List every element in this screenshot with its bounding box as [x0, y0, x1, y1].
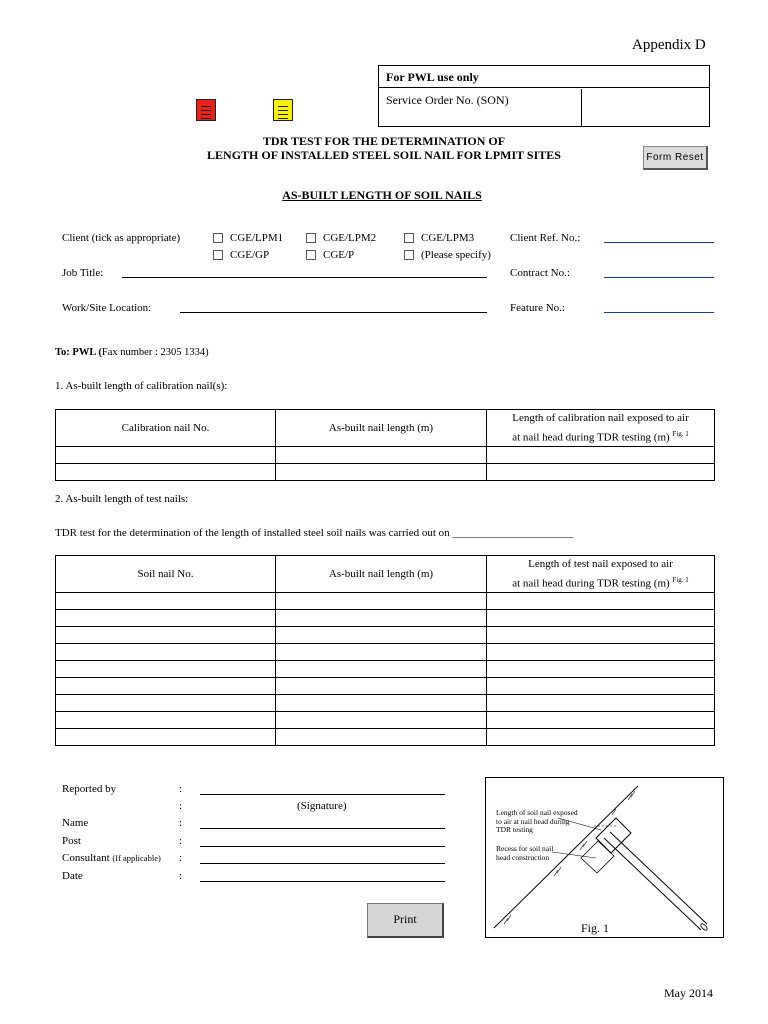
client-ref-label: Client Ref. No.: [510, 232, 581, 244]
table-cell[interactable] [276, 728, 487, 745]
table-row [56, 677, 715, 694]
client-ref-field[interactable] [604, 242, 714, 243]
contract-field[interactable] [604, 277, 714, 278]
form-reset-button[interactable]: Form Reset [643, 146, 708, 170]
figure-1 [485, 777, 724, 938]
calibration-table [55, 409, 715, 481]
header-line1: Length of test nail exposed to air [528, 558, 673, 570]
consultant-label [62, 852, 161, 864]
colon: : [179, 870, 183, 882]
table-cell[interactable] [56, 463, 276, 480]
table-cell[interactable] [276, 694, 487, 711]
table-cell[interactable] [487, 728, 715, 745]
table-row [56, 446, 715, 463]
table-cell[interactable] [276, 677, 487, 694]
nail-bar-edge [604, 838, 701, 930]
client-option-p: CGE/P [323, 249, 355, 261]
col-header-exposed-length [487, 410, 715, 447]
form-title-line2: LENGTH OF INSTALLED STEEL SOIL NAIL FOR LPMIT SITES [207, 148, 561, 162]
client-option-gp: CGE/GP [230, 249, 270, 261]
work-site-label: Work/Site Location: [62, 302, 152, 314]
col-header-soil-nail-no: Soil nail No. [56, 556, 276, 593]
leader-line [552, 852, 596, 858]
table-row [56, 463, 715, 480]
table-cell[interactable] [56, 626, 276, 643]
fig-ref: Fig. 1 [672, 576, 689, 584]
post-label: Post [62, 835, 81, 847]
client-option-lpm3: CGE/LPM3 [421, 232, 475, 244]
table-row [56, 609, 715, 626]
table-cell[interactable] [56, 694, 276, 711]
feature-field[interactable] [604, 312, 714, 313]
client-checkbox-lpm2[interactable] [306, 233, 316, 243]
fig-label-line: Length of soil nail exposed [496, 808, 578, 817]
client-label: Client (tick as appropriate) [62, 232, 181, 244]
appendix-label: Appendix D [632, 37, 706, 53]
fig-label-line: Recess for soil nail [496, 844, 554, 853]
post-field[interactable] [200, 846, 445, 847]
table-cell[interactable] [487, 677, 715, 694]
fig-label-line: TDR testing [496, 825, 533, 834]
table-cell[interactable] [487, 592, 715, 609]
table-cell[interactable] [56, 643, 276, 660]
note-icon[interactable] [196, 99, 216, 121]
col-header-calibration-no: Calibration nail No. [56, 410, 276, 447]
header-line2: at nail head during TDR testing (m) [512, 431, 670, 444]
table-cell[interactable] [487, 643, 715, 660]
consultant-text: Consultant [62, 852, 110, 864]
reported-by-label: Reported by [62, 783, 117, 795]
nail-bar-edge [610, 832, 707, 924]
figure-annotation-exposed [496, 809, 578, 835]
colon: : [179, 817, 183, 829]
test-nail-table [55, 555, 715, 746]
tdr-date-sentence: TDR test for the determination of the length of installed steel soil nails was carried out on ______________________ [55, 527, 574, 539]
table-cell[interactable] [56, 660, 276, 677]
job-title-field[interactable] [122, 277, 487, 278]
to-pwl-fax [55, 347, 209, 358]
table-cell[interactable] [276, 711, 487, 728]
son-label: Service Order No. (SON) [379, 89, 582, 126]
client-checkbox-other[interactable] [404, 250, 414, 260]
header-line2: at nail head during TDR testing (m) [512, 577, 670, 590]
table-cell[interactable] [487, 463, 715, 480]
pwl-heading: For PWL use only [379, 66, 709, 88]
table-row [56, 711, 715, 728]
table-cell[interactable] [487, 626, 715, 643]
table-cell[interactable] [487, 694, 715, 711]
client-checkbox-lpm3[interactable] [404, 233, 414, 243]
colon: : [179, 800, 183, 812]
col-header-built-length: As-built nail length (m) [276, 410, 487, 447]
table-cell[interactable] [487, 711, 715, 728]
footer-date: May 2014 [664, 986, 713, 1000]
table-row [56, 592, 715, 609]
table-row [56, 694, 715, 711]
client-option-lpm1: CGE/LPM1 [230, 232, 284, 244]
to-pwl-bold: To: PWL ( [55, 347, 102, 358]
name-field[interactable] [200, 828, 445, 829]
colon: : [179, 783, 183, 795]
section1-heading: 1. As-built length of calibration nail(s): [55, 380, 228, 392]
reported-by-field[interactable] [200, 794, 445, 795]
table-cell[interactable] [276, 626, 487, 643]
client-checkbox-lpm1[interactable] [213, 233, 223, 243]
feature-label: Feature No.: [510, 302, 565, 314]
table-row [56, 728, 715, 745]
nail-head [581, 841, 614, 873]
consultant-field[interactable] [200, 863, 445, 864]
fig-label-line: head construction [496, 852, 550, 862]
colon: : [179, 835, 183, 847]
table-cell[interactable] [276, 463, 487, 480]
table-row [56, 660, 715, 677]
fig-ref: Fig. 1 [672, 430, 689, 438]
table-cell[interactable] [487, 660, 715, 677]
table-cell[interactable] [276, 643, 487, 660]
table-cell[interactable] [56, 446, 276, 463]
client-checkbox-p[interactable] [306, 250, 316, 260]
table-row [56, 643, 715, 660]
col-header-exposed-length [487, 556, 715, 593]
table-cell[interactable] [487, 446, 715, 463]
table-cell[interactable] [487, 609, 715, 626]
table-cell[interactable] [56, 609, 276, 626]
table-cell[interactable] [56, 592, 276, 609]
col-header-built-length: As-built nail length (m) [276, 556, 487, 593]
pwl-use-box [378, 65, 710, 127]
client-checkbox-gp[interactable] [213, 250, 223, 260]
header-line1: Length of calibration nail exposed to air [512, 412, 689, 424]
contract-label: Contract No.: [510, 267, 570, 279]
job-title-label: Job Title: [62, 267, 104, 279]
date-label: Date [62, 870, 83, 882]
table-cell[interactable] [276, 592, 487, 609]
date-field[interactable] [200, 881, 445, 882]
fax-number: Fax number : 2305 1334) [101, 347, 209, 358]
colon: : [179, 852, 183, 864]
table-row [56, 626, 715, 643]
if-applicable-note: (If applicable) [112, 853, 161, 863]
signature-label: (Signature) [297, 800, 347, 812]
fig-label-line: to air at nail head during [496, 816, 570, 826]
table-cell[interactable] [276, 446, 487, 463]
client-option-lpm2: CGE/LPM2 [323, 232, 377, 244]
table-cell[interactable] [56, 728, 276, 745]
table-cell[interactable] [56, 711, 276, 728]
note-icon[interactable] [273, 99, 293, 121]
work-site-field[interactable] [180, 312, 487, 313]
name-label: Name [62, 817, 89, 829]
table-cell[interactable] [276, 660, 487, 677]
form-title-line1: TDR TEST FOR THE DETERMINATION OF [262, 134, 506, 148]
son-input[interactable] [584, 89, 709, 126]
figure-annotation-recess [496, 845, 553, 862]
print-button[interactable]: Print [367, 903, 444, 938]
table-cell[interactable] [56, 677, 276, 694]
section2-heading: 2. As-built length of test nails: [55, 493, 189, 505]
figure-caption: Fig. 1 [581, 921, 610, 935]
section-subtitle: AS-BUILT LENGTH OF SOIL NAILS [282, 188, 482, 202]
table-cell[interactable] [276, 609, 487, 626]
client-option-other: (Please specify) [421, 249, 491, 261]
